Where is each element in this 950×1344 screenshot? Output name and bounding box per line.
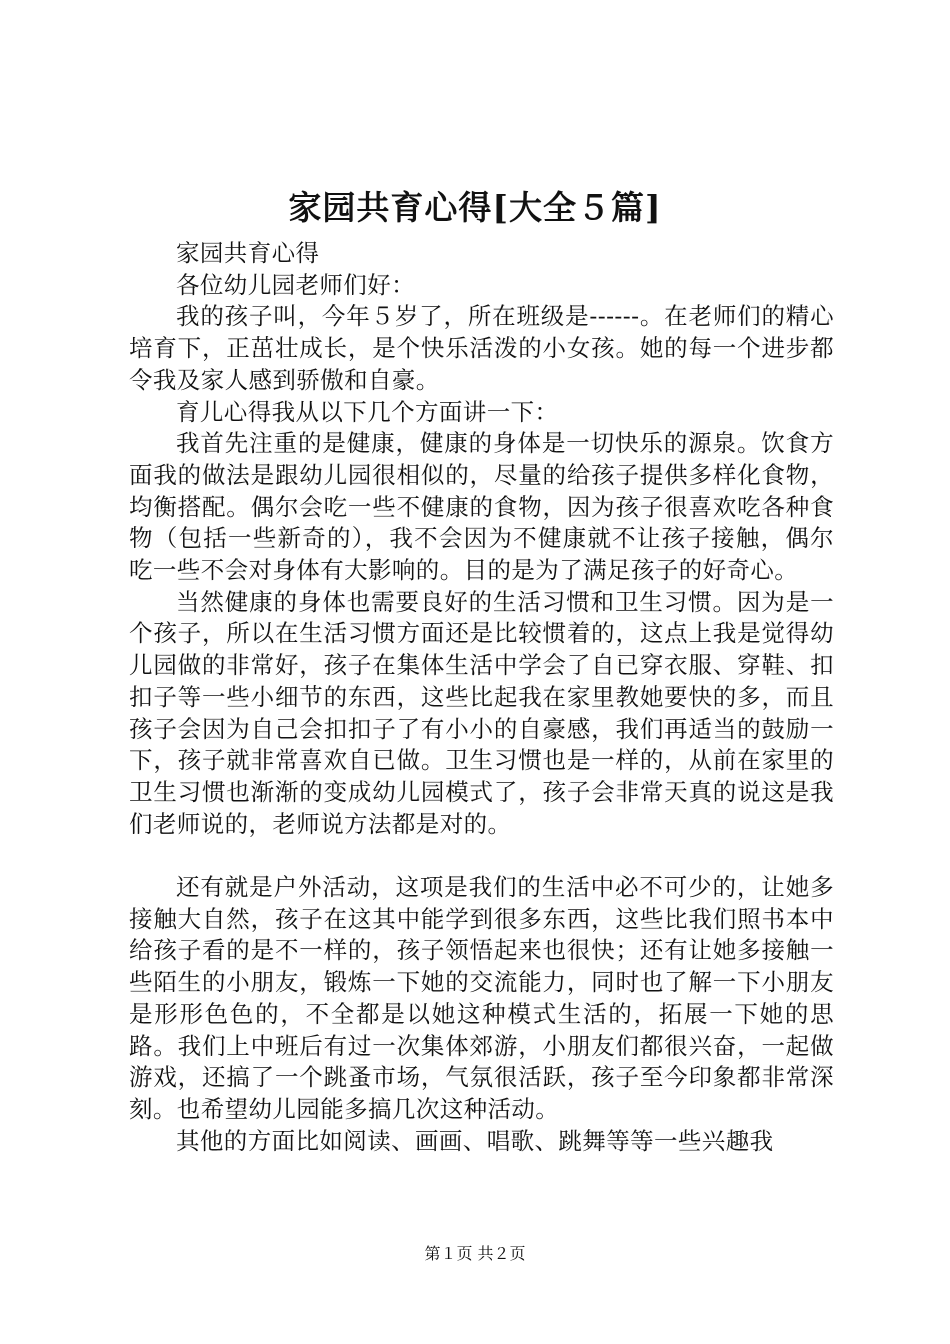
paragraph-interests: 其他的方面比如阅读、画画、唱歌、跳舞等等一些兴趣我: [176, 1126, 774, 1155]
document-title: 家园共育心得[大全５篇]: [288, 188, 662, 227]
paragraph-outline: 育儿心得我从以下几个方面讲一下：: [176, 397, 559, 426]
paragraph-outdoor: 还有就是户外活动，这项是我们的生活中必不可少的，让她多接触大自然，孩子在这其中能学到很多东西，这些比我们照书本中给孩子看的是不一样的，孩子领悟起来也很快；还有让她多接触一些陌生的小朋友，锻炼一下她的交流能力，同时也了解一下小朋友是形形色色的，不全都是以她这种模式生活的，拓展一下她的思路。我们上中班后有过一次集体郊游，小朋友们都很兴奋，一起做游戏，还搞了一个跳蚤市场，气氛很活跃，孩子至今印象都非常深刻。也希望幼儿园能多搞几次这种活动。: [129, 873, 834, 1123]
paragraph-heading: 家园共育心得: [176, 239, 320, 267]
paragraph-health: 我首先注重的是健康，健康的身体是一切快乐的源泉。饮食方面我的做法是跟幼儿园很相似的，尽量的给孩子提供多样化食物，均衡搭配。偶尔会吃一些不健康的食物，因为孩子很喜欢吃各种食物（包括一些新奇的），我不会因为不健康就不让孩子接触，偶尔吃一些不会对身体有大影响的。目的是为了满足孩子的好奇心。: [129, 429, 834, 585]
paragraph-habits: 当然健康的身体也需要良好的生活习惯和卫生习惯。因为是一个孩子，所以在生活习惯方面还是比较惯着的，这点上我是觉得幼儿园做的非常好，孩子在集体生活中学会了自已穿衣服、穿鞋、扣扣子等一些小细节的东西，这些比起我在家里教她要快的多，而且孩子会因为自己会扣扣子了有小小的自豪感，我们再适当的鼓励一下，孩子就非常喜欢自已做。卫生习惯也是一样的，从前在家里的卫生习惯也渐渐的变成幼儿园模式了，孩子会非常天真的说这是我们老师说的，老师说方法都是对的。: [129, 587, 834, 838]
paragraph-intro: 我的孩子叫，今年５岁了，所在班级是------。在老师们的精心培育下，正茁壮成长，是个快乐活泼的小女孩。她的每一个进步都令我及家人感到骄傲和自豪。: [129, 302, 834, 394]
page-footer: 第１页 共２页: [424, 1244, 526, 1263]
paragraph-greeting: 各位幼儿园老师们好：: [176, 270, 415, 299]
document-body: [129, 238, 834, 1157]
